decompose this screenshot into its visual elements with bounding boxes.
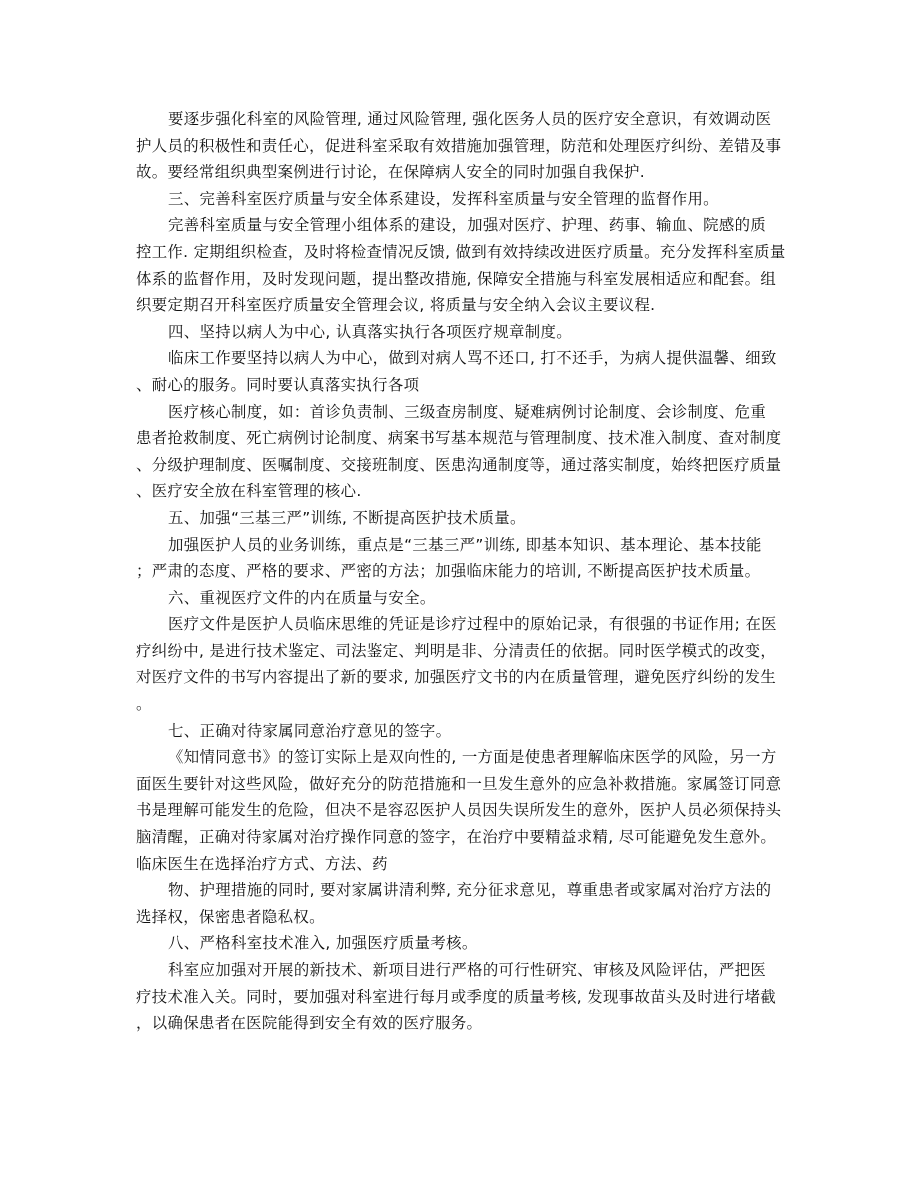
text-line: 临床医生在选择治疗方式、方法、药 xyxy=(136,854,388,873)
text-line: 医疗核心制度，如：首诊负责制、三级查房制度、疑难病例讨论制度、会诊制度、危重 xyxy=(168,402,767,421)
text-line: 《知情同意书》的签订实际上是双向性的, 一方面是使患者理解临床医学的风险，另一方 xyxy=(168,748,777,767)
text-line: 对医疗文件的书写内容提出了新的要求, 加强医疗文书的内在质量管理，避免医疗纠纷的发生 xyxy=(136,668,777,687)
document-body xyxy=(136,106,786,1037)
text-line: 护人员的积极性和责任心，促进科室采取有效措施加强管理，防范和处理医疗纠纷、差错及事 xyxy=(136,136,782,155)
text-line: 八、严格科室技术准入, 加强医疗质量考核。 xyxy=(168,934,478,953)
text-line: 、分级护理制度、医嘱制度、交接班制度、医患沟通制度等，通过落实制度，始终把医疗质量 xyxy=(136,455,782,474)
text-line: 三、完善科室医疗质量与安全体系建设，发挥科室质量与安全管理的监督作用。 xyxy=(168,189,719,208)
text-line: 故。要经常组织典型案例进行讨论，在保障病人安全的同时加强自我保护. xyxy=(136,163,645,182)
text-line: 完善科室质量与安全管理小组体系的建设，加强对医疗、护理、药事、输血、院感的质 xyxy=(168,216,767,235)
text-line: 科室应加强对开展的新技术、新项目进行严格的可行性研究、审核及风险评估，严把医 xyxy=(168,961,767,979)
text-line: 脑清醒，正确对待家属对治疗操作同意的签字，在治疗中要精益求精, 尽可能避免发生意外。 xyxy=(136,828,777,847)
text-line: 、医疗安全放在科室管理的核心. xyxy=(136,482,362,501)
text-line: 书是理解可能发生的危险，但决不是容忍医护人员因失误所发生的意外，医护人员必须保持头 xyxy=(136,801,782,820)
text-line: 要逐步强化科室的风险管理, 通过风险管理, 强化医务人员的医疗安全意识，有效调动医 xyxy=(168,110,772,128)
text-line: 加强医护人员的业务训练，重点是“三基三严”训练, 即基本知识、基本理论、基本技能 xyxy=(168,535,762,554)
text-line: 物、护理措施的同时, 要对家属讲清利弊, 充分征求意见，尊重患者或家属对治疗方法的 xyxy=(168,881,772,900)
text-line: ，以确保患者在医院能得到安全有效的医疗服务。 xyxy=(136,1014,483,1033)
text-line: 医疗文件是医护人员临床思维的凭证是诊疗过程中的原始记录，有很强的书证作用; 在医 xyxy=(168,615,777,634)
text-line: 控工作. 定期组织检查，及时将检查情况反馈, 做到有效持续改进医疗质量。充分发挥科室质量 xyxy=(136,242,786,261)
text-line: 四、坚持以病人为中心, 认真落实执行各项医疗规章制度。 xyxy=(168,322,573,341)
text-line: 六、重视医疗文件的内在质量与安全。 xyxy=(168,588,436,607)
text-line: 疗技术准入关。同时，要加强对科室进行每月或季度的质量考核, 发现事故苗头及时进行堵截 xyxy=(136,987,777,1006)
text-line: 七、正确对待家属同意治疗意见的签字。 xyxy=(168,721,452,740)
text-line: 体系的监督作用，及时发现问题，提出整改措施, 保障安全措施与科室发展相适应和配套。组 xyxy=(136,269,777,288)
text-line: 织要定期召开科室医疗质量安全管理会议, 将质量与安全纳入会议主要议程. xyxy=(136,296,656,315)
text-line: ；严肃的态度、严格的要求、严密的方法；加强临床能力的培训, 不断提高医护技术质量。 xyxy=(136,562,761,581)
text-line: 患者抢救制度、死亡病例讨论制度、病案书写基本规范与管理制度、技术准入制度、查对制度 xyxy=(136,429,782,448)
text-line: 面医生要针对这些风险，做好充分的防范措施和一旦发生意外的应急补救措施。家属签订同意 xyxy=(136,774,782,793)
text-line: 疗纠纷中, 是进行技术鉴定、司法鉴定、判明是非、分清责任的依据。同时医学模式的改变， xyxy=(136,641,777,660)
text-line: 。 xyxy=(136,695,152,714)
text-line: 选择权，保密患者隐私权。 xyxy=(136,907,325,926)
text-line: 、耐心的服务。同时要认真落实执行各项 xyxy=(136,375,420,394)
text-line: 五、加强“三基三严”训练, 不断提高医护技术质量。 xyxy=(168,508,526,527)
text-line: 临床工作要坚持以病人为中心，做到对病人骂不还口, 打不还手，为病人提供温馨、细致 xyxy=(168,349,777,368)
